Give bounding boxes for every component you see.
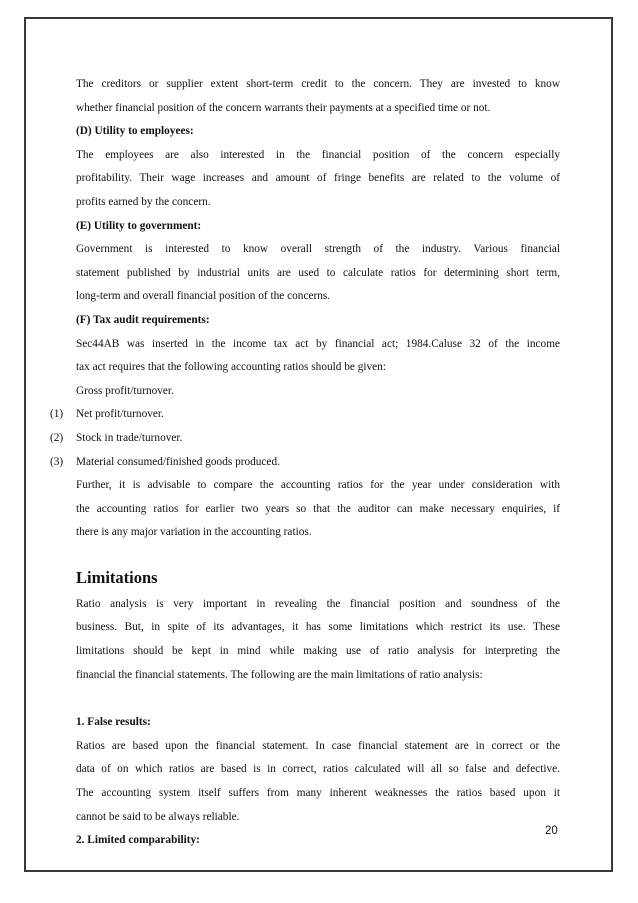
list-item-number: (2) [50, 431, 64, 444]
text-line: Gross profit/turnover. [76, 384, 174, 397]
page-body [50, 73, 560, 853]
page-number: 20 [545, 825, 558, 837]
text-line: there is any major variation in the accounting ratios. [76, 526, 312, 539]
section-heading-false-results: 1. False results: [76, 716, 151, 729]
text-line: cannot be said to be always reliable. [76, 810, 240, 823]
text-line: The employees are also interested in the financial position of the concern especially [76, 148, 560, 161]
list-item [50, 427, 560, 451]
text-line: The creditors or supplier extent short-term credit to the concern. They are invested to know [76, 78, 560, 90]
text-line: Government is interested to know overall strength of the industry. Various financial [76, 243, 560, 256]
section-heading-employees: (D) Utility to employees: [76, 125, 194, 138]
text-line: whether financial position of the concern warrants their payments at a specified time or not. [76, 101, 491, 114]
list-item-text: Stock in trade/turnover. [76, 431, 183, 444]
list-item-text: Material consumed/finished goods produced. [76, 455, 280, 468]
text-line: the accounting ratios for earlier two years so that the auditor can make necessary enquiries, if [76, 502, 560, 515]
text-line: long-term and overall financial position of the concerns. [76, 290, 331, 303]
text-line: profitability. Their wage increases and amount of fringe benefits are related to the volume of [76, 172, 560, 185]
section-heading-government: (E) Utility to government: [76, 219, 202, 232]
list-item [50, 403, 560, 427]
text-line: Ratio analysis is very important in revealing the financial position and soundness of the [76, 597, 560, 610]
text-line: statement published by industrial units are used to calculate ratios for determining short term, [76, 266, 560, 279]
list-item-text: Net profit/turnover. [76, 408, 164, 421]
text-line: Sec44AB was inserted in the income tax act by financial act; 1984.Caluse 32 of the income [76, 337, 560, 350]
list-item-number: (3) [50, 455, 64, 468]
list-item-number: (1) [50, 408, 64, 421]
text-line: data of on which ratios are based is in correct, ratios calculated will all so false and defective. [76, 763, 560, 776]
section-heading-tax-audit: (F) Tax audit requirements: [76, 313, 210, 326]
section-heading-limited-comparability: 2. Limited comparability: [76, 834, 200, 847]
text-line: Ratios are based upon the financial statement. In case financial statement are in correct or the [76, 739, 560, 752]
text-line: business. But, in spite of its advantages, it has some limitations which restrict its use. These [76, 621, 560, 634]
limitations-heading: Limitations [76, 567, 158, 587]
list-item [50, 451, 560, 475]
text-line: The accounting system itself suffers from many inherent weaknesses the ratios based upon it [76, 787, 560, 800]
text-line: financial the financial statements. The following are the main limitations of ratio analysis: [76, 668, 483, 681]
text-line: tax act requires that the following accounting ratios should be given: [76, 361, 386, 374]
text-line: limitations should be kept in mind while making use of ratio analysis for interpreting the [76, 645, 560, 658]
text-line: profits earned by the concern. [76, 195, 211, 208]
text-line: Further, it is advisable to compare the accounting ratios for the year under consideration with [76, 479, 560, 492]
